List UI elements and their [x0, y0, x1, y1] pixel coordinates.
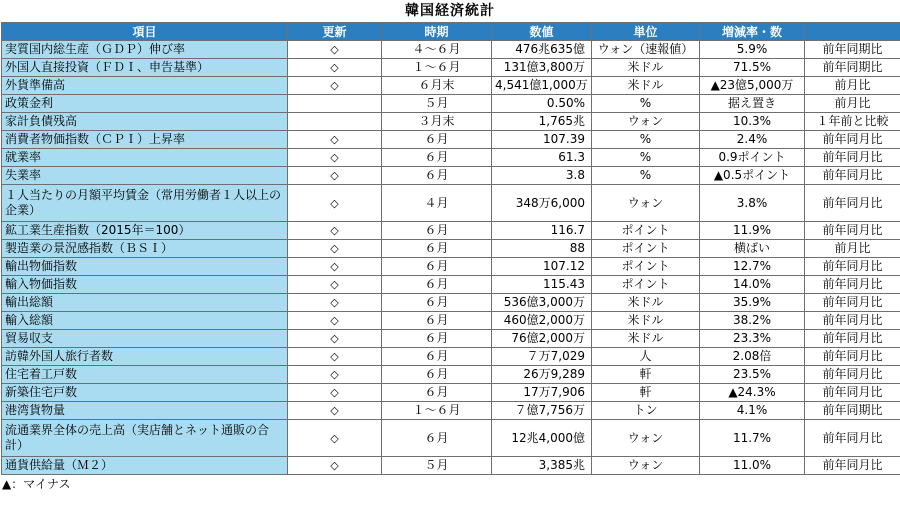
item-cell: 輸出総額	[2, 294, 288, 312]
header-basis	[805, 23, 900, 41]
unit-cell: 人	[592, 348, 700, 366]
unit-cell: ポイント	[592, 222, 700, 240]
table-row	[2, 348, 900, 366]
item-cell: 失業率	[2, 167, 288, 185]
period-cell: ６月	[382, 276, 492, 294]
change-cell: 35.9%	[700, 294, 805, 312]
table-row	[2, 312, 900, 330]
change-cell: 10.3%	[700, 113, 805, 131]
update-marker: ◇	[288, 330, 382, 348]
period-cell: ４～６月	[382, 41, 492, 59]
value-cell: 61.3	[492, 149, 592, 167]
value-cell: 536億3,000万	[492, 294, 592, 312]
change-cell: 11.7%	[700, 420, 805, 457]
unit-cell: ウォン	[592, 420, 700, 457]
period-cell: ６月	[382, 258, 492, 276]
update-marker: ◇	[288, 258, 382, 276]
table-row	[2, 222, 900, 240]
period-cell: ６月	[382, 294, 492, 312]
update-marker: ◇	[288, 222, 382, 240]
unit-cell: ウォン	[592, 113, 700, 131]
unit-cell: 米ドル	[592, 77, 700, 95]
unit-cell: ポイント	[592, 258, 700, 276]
unit-cell: 米ドル	[592, 312, 700, 330]
change-cell: 4.1%	[700, 402, 805, 420]
table-row	[2, 41, 900, 59]
comparison-basis-cell: 前年同月比	[805, 294, 900, 312]
unit-cell: 米ドル	[592, 294, 700, 312]
period-cell: ６月	[382, 131, 492, 149]
period-cell: １～６月	[382, 402, 492, 420]
comparison-basis-cell: 前年同月比	[805, 457, 900, 475]
footnote: ▲：マイナス	[2, 477, 71, 491]
period-cell: ３月末	[382, 113, 492, 131]
comparison-basis-cell: 前年同月比	[805, 131, 900, 149]
update-marker: ◇	[288, 149, 382, 167]
comparison-basis-cell: 前年同月比	[805, 384, 900, 402]
change-cell: 2.08倍	[700, 348, 805, 366]
value-cell: 76億2,000万	[492, 330, 592, 348]
table-row	[2, 167, 900, 185]
comparison-basis-cell: 前月比	[805, 95, 900, 113]
comparison-basis-cell: 前年同月比	[805, 366, 900, 384]
table-row	[2, 95, 900, 113]
header-unit: 単位	[592, 23, 700, 41]
update-marker: ◇	[288, 402, 382, 420]
update-marker: ◇	[288, 41, 382, 59]
period-cell: ６月	[382, 366, 492, 384]
unit-cell: 軒	[592, 384, 700, 402]
value-cell: 0.50%	[492, 95, 592, 113]
value-cell: 131億3,800万	[492, 59, 592, 77]
table-row	[2, 240, 900, 258]
period-cell: ６月	[382, 330, 492, 348]
update-marker: ◇	[288, 384, 382, 402]
change-cell: 5.9%	[700, 41, 805, 59]
item-cell: 訪韓外国人旅行者数	[2, 348, 288, 366]
item-cell: 輸出物価指数	[2, 258, 288, 276]
item-cell: １人当たりの月額平均賃金（常用労働者１人以上の企業）	[2, 185, 288, 222]
unit-cell: ウォン	[592, 457, 700, 475]
header-period: 時期	[382, 23, 492, 41]
table-row	[2, 384, 900, 402]
item-cell: 鉱工業生産指数（2015年＝100）	[2, 222, 288, 240]
item-cell: 貿易収支	[2, 330, 288, 348]
change-cell: 23.3%	[700, 330, 805, 348]
value-cell: 116.7	[492, 222, 592, 240]
value-cell: ７億7,756万	[492, 402, 592, 420]
unit-cell: ポイント	[592, 240, 700, 258]
comparison-basis-cell: １年前と比較	[805, 113, 900, 131]
change-cell: ▲23億5,000万	[700, 77, 805, 95]
value-cell: 115.43	[492, 276, 592, 294]
item-cell: 輸入物価指数	[2, 276, 288, 294]
comparison-basis-cell: 前年同月比	[805, 330, 900, 348]
period-cell: ６月	[382, 167, 492, 185]
value-cell: 4,541億1,000万	[492, 77, 592, 95]
unit-cell: トン	[592, 402, 700, 420]
table-row	[2, 113, 900, 131]
table-row	[2, 294, 900, 312]
value-cell: 17万7,906	[492, 384, 592, 402]
change-cell: 12.7%	[700, 258, 805, 276]
comparison-basis-cell: 前月比	[805, 77, 900, 95]
value-cell: 3,385兆	[492, 457, 592, 475]
comparison-basis-cell: 前年同月比	[805, 348, 900, 366]
item-cell: 家計負債残高	[2, 113, 288, 131]
value-cell: 460億2,000万	[492, 312, 592, 330]
table-row	[2, 457, 900, 475]
change-cell: 据え置き	[700, 95, 805, 113]
comparison-basis-cell: 前年同期比	[805, 402, 900, 420]
update-marker: ◇	[288, 276, 382, 294]
unit-cell: %	[592, 149, 700, 167]
comparison-basis-cell: 前年同月比	[805, 222, 900, 240]
update-marker: ◇	[288, 420, 382, 457]
table-row	[2, 366, 900, 384]
table-row	[2, 276, 900, 294]
item-cell: 輸入総額	[2, 312, 288, 330]
update-marker	[288, 95, 382, 113]
update-marker: ◇	[288, 294, 382, 312]
comparison-basis-cell: 前年同月比	[805, 258, 900, 276]
item-cell: 実質国内総生産（ＧＤＰ）伸び率	[2, 41, 288, 59]
unit-cell: %	[592, 131, 700, 149]
period-cell: ５月	[382, 457, 492, 475]
table-row	[2, 131, 900, 149]
update-marker: ◇	[288, 131, 382, 149]
period-cell: ６月	[382, 240, 492, 258]
unit-cell: 軒	[592, 366, 700, 384]
comparison-basis-cell: 前年同月比	[805, 185, 900, 222]
table-row	[2, 420, 900, 457]
period-cell: ６月	[382, 222, 492, 240]
update-marker: ◇	[288, 366, 382, 384]
update-marker: ◇	[288, 457, 382, 475]
item-cell: 新築住宅戸数	[2, 384, 288, 402]
update-marker: ◇	[288, 312, 382, 330]
value-cell: ７万7,029	[492, 348, 592, 366]
value-cell: 107.12	[492, 258, 592, 276]
table-row	[2, 402, 900, 420]
change-cell: 23.5%	[700, 366, 805, 384]
value-cell: 88	[492, 240, 592, 258]
period-cell: １～６月	[382, 59, 492, 77]
period-cell: ６月末	[382, 77, 492, 95]
comparison-basis-cell: 前年同月比	[805, 312, 900, 330]
period-cell: ６月	[382, 420, 492, 457]
table-row	[2, 59, 900, 77]
period-cell: ６月	[382, 348, 492, 366]
header-rate: 増減率・数	[700, 23, 805, 41]
unit-cell: ポイント	[592, 276, 700, 294]
item-cell: 流通業界全体の売上高（実店舗とネット通販の合計）	[2, 420, 288, 457]
comparison-basis-cell: 前年同月比	[805, 149, 900, 167]
item-cell: 通貨供給量（Ｍ２）	[2, 457, 288, 475]
item-cell: 消費者物価指数（ＣＰＩ）上昇率	[2, 131, 288, 149]
unit-cell: ウォン（速報値）	[592, 41, 700, 59]
comparison-basis-cell: 前年同月比	[805, 276, 900, 294]
period-cell: ５月	[382, 95, 492, 113]
change-cell: 2.4%	[700, 131, 805, 149]
item-cell: 住宅着工戸数	[2, 366, 288, 384]
header-update: 更新	[288, 23, 382, 41]
comparison-basis-cell: 前年同月比	[805, 167, 900, 185]
value-cell: 1,765兆	[492, 113, 592, 131]
period-cell: ４月	[382, 185, 492, 222]
comparison-basis-cell: 前年同期比	[805, 41, 900, 59]
unit-cell: ウォン	[592, 185, 700, 222]
comparison-basis-cell: 前年同期比	[805, 59, 900, 77]
unit-cell: %	[592, 167, 700, 185]
update-marker: ◇	[288, 167, 382, 185]
header-value: 数値	[492, 23, 592, 41]
period-cell: ６月	[382, 312, 492, 330]
update-marker: ◇	[288, 77, 382, 95]
table-row	[2, 185, 900, 222]
item-cell: 港湾貨物量	[2, 402, 288, 420]
table-row	[2, 330, 900, 348]
item-cell: 就業率	[2, 149, 288, 167]
change-cell: ▲0.5ポイント	[700, 167, 805, 185]
update-marker: ◇	[288, 348, 382, 366]
item-cell: 政策金利	[2, 95, 288, 113]
change-cell: 11.9%	[700, 222, 805, 240]
table-title: 韓国経済統計	[405, 3, 495, 19]
table-row	[2, 258, 900, 276]
item-cell: 製造業の景況感指数（ＢＳＩ）	[2, 240, 288, 258]
table-body	[2, 41, 900, 475]
change-cell: 14.0%	[700, 276, 805, 294]
change-cell: 0.9ポイント	[700, 149, 805, 167]
table-header-row	[2, 23, 900, 41]
period-cell: ６月	[382, 149, 492, 167]
value-cell: 348万6,000	[492, 185, 592, 222]
comparison-basis-cell: 前月比	[805, 240, 900, 258]
economic-stats-table	[1, 22, 900, 475]
header-item: 項目	[2, 23, 288, 41]
update-marker: ◇	[288, 59, 382, 77]
unit-cell: 米ドル	[592, 330, 700, 348]
value-cell: 3.8	[492, 167, 592, 185]
change-cell: 11.0%	[700, 457, 805, 475]
period-cell: ６月	[382, 384, 492, 402]
table-row	[2, 149, 900, 167]
comparison-basis-cell: 前年同月比	[805, 420, 900, 457]
value-cell: 12兆4,000億	[492, 420, 592, 457]
unit-cell: 米ドル	[592, 59, 700, 77]
value-cell: 107.39	[492, 131, 592, 149]
change-cell: 38.2%	[700, 312, 805, 330]
update-marker	[288, 113, 382, 131]
change-cell: 3.8%	[700, 185, 805, 222]
unit-cell: %	[592, 95, 700, 113]
value-cell: 476兆635億	[492, 41, 592, 59]
change-cell: 横ばい	[700, 240, 805, 258]
update-marker: ◇	[288, 240, 382, 258]
item-cell: 外貨準備高	[2, 77, 288, 95]
table-row	[2, 77, 900, 95]
value-cell: 26万9,289	[492, 366, 592, 384]
item-cell: 外国人直接投資（ＦＤＩ、申告基準）	[2, 59, 288, 77]
change-cell: ▲24.3%	[700, 384, 805, 402]
change-cell: 71.5%	[700, 59, 805, 77]
update-marker: ◇	[288, 185, 382, 222]
